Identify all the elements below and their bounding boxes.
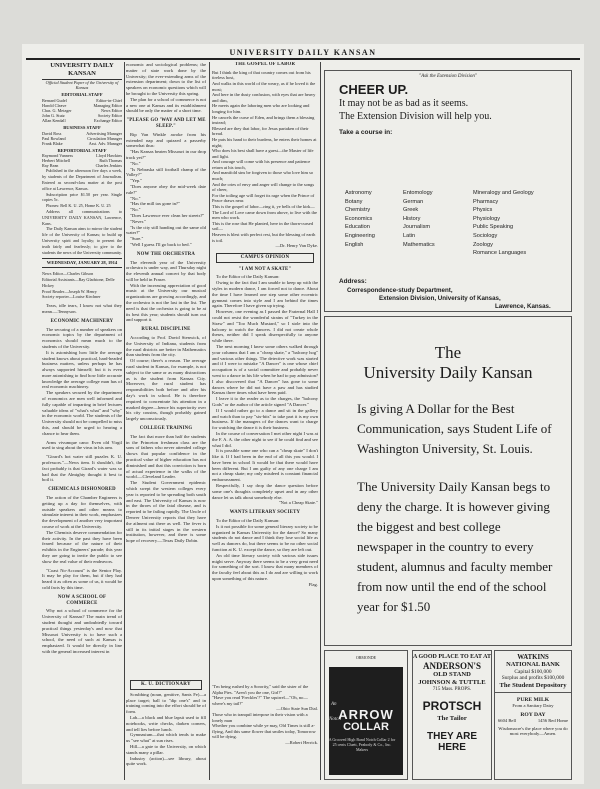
paragraph: According to Prof. David Stenwick, of the University of Indiana, students from the rural districts are better in Mathematics than students from the city. — [126, 335, 206, 358]
watkins-bank-ad — [494, 650, 572, 780]
course-item: Astronomy — [345, 190, 372, 196]
milk-phones: 6604 Bell 1456 Red Home — [498, 718, 568, 723]
paragraph: "I'm being rushed by a Sorority," said the sister of the Alpha Ptes. "Aren't you the one, Girl?" — [212, 684, 309, 695]
ad-word: COLLAR — [343, 721, 389, 733]
poem-line: But I think the king of that country comes out from his tireless host, — [212, 69, 311, 81]
ad-line: 715 Mass. PROPS. — [432, 687, 472, 692]
staff-row: Chas. G. Metzger News Editor — [42, 107, 122, 113]
paragraph: The securing of a number of speakers on economic topics by the department of economics should mean much to the students of the University. — [42, 326, 122, 349]
poem-line: This is the gospel of labor—ring it, ye bells of the kirk— — [212, 204, 315, 210]
dictionary-heading: K. U. DICTIONARY — [130, 680, 202, 690]
column-3 — [212, 62, 318, 780]
divider — [495, 692, 571, 693]
course-item: Chemistry — [345, 207, 371, 214]
flag-subtitle: Official Student Paper of the University of Kansas — [45, 80, 119, 90]
course-item: Botany — [345, 198, 363, 205]
paragraph: Those who in tranquil interpose in their vision with a lonely man — [212, 711, 308, 723]
milk-heading: PURE MILK — [516, 697, 550, 703]
paragraph: "Well I guess I'll go back to bed." — [130, 241, 192, 247]
paragraph: "Does Lawrence ever clean her streets?" — [130, 212, 205, 218]
poem-line: And the cries of envy and anger will change to the songs of cheer, — [212, 181, 315, 193]
paragraph: "Have you read 'Freckles'?" The squirrel—"Oh, no—where's my tail?" — [212, 695, 308, 706]
paragraph: "Girard's hot water still puzzles K. U. professors."—News item. It shouldn't, the fact probably is that Girard's water was so bad that the Almighty thought it best to boil it. — [42, 454, 122, 483]
staff-row: Bernard Gudel Editor-in-Chief — [42, 97, 122, 103]
staff-row: Allan Kendall Exchange Editor — [42, 117, 122, 123]
ad-title: University Daily Kansan — [363, 363, 533, 382]
ad-tagline: "Ask the Extension Division" — [419, 74, 477, 79]
paragraph: To the Editor of the Daily Kansan: — [216, 518, 280, 524]
ad-name: ANDERSON'S — [422, 661, 481, 671]
course-item: Latin — [403, 232, 416, 239]
paragraph: Of course; there's a reason. The average rural student in Kansas, for example, is not subject to the same or as many distractions as is the student from Kansas City. Moreover, the rural student has responsibilities both before and after his day's work in school. He is therefore required to concentrate his attention in a marked degree—hence his superiority over his city cousins, though probably gained largely unconsciously. — [126, 358, 206, 422]
paragraph: "No." — [130, 160, 141, 166]
poem-line: And walks in this world of the weary, as if he loved it the most; — [212, 80, 316, 92]
staff-row: Paul Rowland Circulation Manager — [42, 135, 122, 141]
course-item: Mineralogy and Geology — [473, 190, 534, 196]
business-staff — [42, 131, 122, 146]
arrow-brand: ARROW — [338, 707, 394, 722]
paragraph: Rip Van Winkle awoke from his extended nap and quizzed a passerby somewhat thus: — [126, 131, 206, 149]
bank-surplus: Surplus and profits $100,000 — [501, 675, 565, 682]
paragraph: Lab—a black and blue lapsit used to fill notebooks, write checks, darken corners, and tell lies before lunch. — [126, 714, 206, 732]
dictionary-block — [126, 680, 206, 780]
quote: Tears, idle tears, I know not what they mean.—Tennyson. — [42, 303, 122, 314]
course-column — [473, 189, 569, 258]
poem-line: He puts his hand to their burdens, he enters their homes at night; — [212, 136, 317, 148]
heading-economic: ECONOMIC MACHINERY — [50, 318, 114, 324]
milk-sub: From a Sanitary Dairy — [512, 703, 554, 708]
paragraph: The eleventh year of the University orchestra is under way, and Thursday night the eleventh annual concert by that body will be held in Fraser. — [126, 259, 206, 282]
editors-of-day: News Editor—Charles Gibson Editorial Assistants—Ray Gladstone, Delle Hickey Proof Reader—Joseph W. Henry Society reporter—Louise Kirchner — [42, 271, 115, 300]
paragraph: Gymnasium—that which tends to make us "see what" at sun rises. — [126, 732, 206, 744]
paragraph: Industry (action)—see library, about quite work. — [126, 755, 206, 767]
poem-line: Who does his best shall have a guest—the Master of life and light. — [212, 148, 314, 159]
paragraph: "Has Kansas beaten Missouri in our drop track yet?" — [126, 149, 206, 160]
course-item: Pharmacy — [473, 198, 499, 205]
column-divider — [320, 62, 321, 780]
course-item: Public Speaking — [473, 224, 514, 231]
paragraph: Why not a school of commerce for the University of Kansas? The main trend of student thought and undoubtedly toward practical things yesterday's and now that Missouri University is to have such a school, the need of such at Kansas is emphasized. It would be directly in line with the general increased interest in — [42, 608, 122, 654]
course-item: Engineering — [345, 232, 375, 239]
course-item: Education — [345, 224, 370, 231]
course-item: Greek — [403, 207, 419, 214]
poem-line: Heaven is blest with perfect rest, but the blessing of earth is toil. — [212, 232, 316, 243]
paragraph: Owing to the fact that I am unable to keep up with the styles in modern dance, I am forced not to dance. About the time I have learned one step some other eccentric gymnast comes into style and I am behind the times again. Therefore I have given up trying. — [212, 280, 318, 309]
column-2 — [126, 62, 206, 780]
paragraph: Hill—a gate to the University, on which stands many a pillar. — [126, 743, 206, 755]
paragraph: Scrubbing (noun, genitive, Sants Fe)—a place target; ball to "dip one's" and in training coming into the effort should be of form. — [126, 691, 206, 715]
paragraph: "Sure." — [130, 236, 144, 242]
ad-title: The — [434, 343, 462, 362]
arrow-collar-ad — [324, 650, 408, 780]
poem-author: —Dr. Henry Van Dyke. — [275, 243, 318, 249]
paragraph: The Student Government epidemic which swept the western colleges every year is reported to be spreading both south and east. The University of Kansas is now in the throes of the fatal disease, and is reported to be failing rapidly. The Uncle of Denver University reports that they have the ailment out there as well. The fever is still in its initial stages in the western institution, however, and there is some hope of recovery.—Texas Daily Dobin. — [126, 480, 206, 544]
poem-line: For the toiling age will forget its rage when the Prince of Peace draws near. — [212, 192, 315, 204]
reportorial-staff — [42, 153, 122, 168]
closing-line: Wisdomacre's the place where you do most everybody—Amen. — [498, 726, 568, 737]
staff-row: David Ross Advertising Manager — [42, 130, 122, 136]
bank-name: WATKINS — [517, 654, 549, 661]
paragraph: However, one evening as I passed the Fraternal Hall I could not resist the wonderful strains of "Turkey in the Straw" and "Too Much Mustard," so I stole into the balcony to watch the dancers. I did not create whole theses, neither did I speak disrespectfully to anyone while there. — [212, 309, 318, 344]
paragraph: —Robert Herrick. — [285, 739, 318, 745]
signature: Flag. — [308, 581, 318, 587]
heading-labor: THE GOSPEL OF LABOR — [234, 62, 296, 67]
course-list — [345, 189, 569, 258]
phones: Phones: Bell K. U. 25, Home K. U. 25 — [46, 203, 111, 209]
address-line: Address all communications to UNIVERSITY DAILY KANSAN, Lawrence, Kans. — [42, 208, 122, 226]
extension-division-ad — [324, 70, 572, 312]
ad-word: Notch — [329, 717, 341, 722]
ad-address-line: Lawrence, Kansas. — [495, 303, 551, 310]
heading-rural: RURAL DISCIPLINE — [141, 327, 191, 333]
paragraph: To the Editor of the Daily Kansan: — [216, 274, 280, 280]
paragraph: I leave it to the reader as to the charges, the "balcony Gods" or the author of the article signed "A Dancer." — [212, 396, 318, 407]
staff-row: Frank Blake Asst. Adv. Manager — [42, 140, 122, 146]
paragraph: "No." — [130, 195, 141, 201]
policy: The Daily Kansan aims to mirror the student life of the University of Kansas; to build up University spirit and loyalty; to present the truth fairly and fearlessly; to give to the students the news of the University community. — [42, 226, 122, 255]
course-item: Journalism — [403, 224, 431, 231]
protsch-here: THEY ARE HERE — [426, 731, 477, 753]
heading-orchestra: NOW THE ORCHESTRA — [136, 251, 196, 257]
signature: "Not a Cheap Skate." — [278, 500, 318, 506]
subscription: Subscription price $1.50 per year. Single copies 5c. — [42, 191, 122, 203]
course-item: Physiology — [473, 215, 501, 222]
ad-body: The University Daily Kansan begs to deny the charge. It is however giving the biggest and best college newspaper in the country to every student, alumnus and faculty member from now until the end of the school year for $1.50 — [357, 479, 553, 614]
heading-training: COLLEGE TRAINING — [139, 426, 193, 432]
miscellany-block — [212, 684, 318, 780]
paragraph: If I would rather go to a dance and sit in the gallery and watch than to pay "six-bits" to take part it is my own business. If the managers of the dances want to charge for watching the dance it is their business. — [212, 407, 318, 431]
paragraph: It is astonishing how little the average student knows about practical, hard-headed business matters, unless perhaps he has always supported himself; but it is even more astonishing to find how little accurate knowledge the average college man has of real economic machinery. — [42, 349, 122, 390]
ad-line: JOHNSON & TUTTLE — [418, 679, 486, 686]
column-divider — [124, 62, 125, 780]
poem-line: He cancels the curse of Eden, and brings them a blessing instead; — [212, 114, 315, 126]
staff-row: Raymond Vanness Lloyd Hawkins — [42, 153, 122, 159]
course-item: Mathematics — [403, 241, 435, 248]
masthead: UNIVERSITY DAILY KANSAN — [229, 48, 377, 57]
campus-opinion-heading: CAMPUS OPINION — [216, 253, 314, 263]
poem-line: And manifold sins be forgiven to those who love him so much; — [212, 170, 314, 182]
editorial-staff-heading: EDITORIAL STAFF — [61, 92, 103, 97]
paragraph: The Chemists deserve commendation for their activity. In the past they have been feared because of the nature of their exhibits in the Engineers' parade; this year they are going to invite the public to see show the real value of their endeavors. — [42, 529, 122, 564]
protsch-name: PROTSCH — [422, 699, 482, 713]
heading-wants: WANTS LITERARY SOCIETY — [229, 510, 301, 516]
ad-line: A GOOD PLACE TO EAT AT — [413, 654, 491, 660]
paragraph: Respectfully, I say drop the dance question before some one's thoughts completely upset and in any other dance let us talk about somebody else. — [212, 483, 318, 500]
paragraph: Arms vivumque cano: Even old Virgil used to sing about the virus in his arm. — [42, 439, 122, 451]
ad-address-line: Extension Division, University of Kansas, — [379, 295, 501, 302]
course-item: Economics — [345, 215, 373, 222]
paragraph: The next morning I knew some others walked through your columns that I am a "cheap skate," a "balcony hog" and various other things. The detective work was started and if I were to mistake "A Dancer" is one whose chief occupation is of a social committee and probably never went to a dance in his life when he had to pay admission? I also discovered that "A Dancer" has gone to some dances where he did not have a paw and has studied Kansas three times what have been paid. — [212, 343, 318, 396]
paragraph: With the increasing appreciation of good music at the University our musical organizations are growing accordingly, and the orchestra is not the last in the list. The need is that the orchestra is going to be at its best this year; students should turn out and support it. — [126, 282, 206, 323]
staff-row: Harold Cleave Managing Editor — [42, 102, 122, 108]
paragraph: "Is Nebraska still football champ of the Valley?" — [126, 166, 206, 178]
paragraph: Is it not possible for some general literary society to be organized in Kansas University for the dance? So many students do not dance and I think they lose social life as well as dancers do, but there seems to be no other social function at K. U. except the dance, so they are left out. — [212, 523, 318, 553]
bank-depository: The Student Depository — [499, 682, 567, 689]
poem-line: The Lord of Love came down from above, to live with the men who work. — [212, 209, 317, 221]
publication-note: Published in the afternoon five days a week, by students of the Department of Journalism. Entered as second-class matter at the post office at Lawrence, Kansas. — [42, 168, 122, 191]
heading-wayup: "PLEASE GO 'WAY AND LET ME SLEEP." — [126, 118, 206, 129]
protsch-tailor: The Tailor — [437, 715, 467, 722]
paragraph: "Is the city still handing out the same old water?" — [126, 224, 206, 236]
paragraph: "Never." — [130, 218, 146, 224]
course-item: Sociology — [473, 232, 498, 239]
paragraph: The action of the Chamber Engineers is getting up a day for themselves, with outside speakers and other means to stimulate interest in their work, emphasizes the development of another very important course of work at the University. — [42, 495, 122, 530]
paragraph: —Ohio State Sun Dial. — [276, 706, 318, 712]
anderson-protsch-ads — [412, 650, 492, 780]
ad-headline: CHEER UP. — [339, 82, 409, 97]
milk-name: ROY DAY — [520, 712, 546, 718]
ad-word: An — [331, 702, 337, 707]
paragraph: "No." — [130, 207, 141, 213]
heading-skate: "I AM NOT A SKATE" — [238, 266, 292, 272]
staff-row: Herbert Mitchell Ruth Thomas — [42, 158, 122, 164]
paragraph: Whether you combine while ye may, Old Times is still a-flying, And this same flower that smiles today, Tomorrow will be dying. — [212, 723, 316, 740]
flag: UNIVERSITY DAILY KANSAN — [42, 62, 122, 80]
poem-line: This is the rose that He planted, here in the thorn-cursed soil— — [212, 220, 314, 232]
dateline: WEDNESDAY, JANUARY 28, 1914 — [42, 258, 122, 268]
poem-line: And courage will come with his presence and patience return at his touch, — [212, 159, 311, 170]
course-item: Entomology — [403, 190, 433, 196]
top-rule — [26, 58, 580, 60]
ad-address-label: Address: — [339, 278, 367, 285]
paragraph: economic and sociological problems; the matter of state work done by the University; the ever-extending arms of the extension department; down to the list of speakers on economic questions which will be brought to the University this spring. — [126, 62, 206, 96]
course-item: Zoology — [473, 241, 493, 248]
paragraph: The plan for a school of commerce is not a new one at Kansas and its establishment should be only the matter of a short time. — [126, 96, 206, 114]
poem-line: And here in the dusty confusion, with eyes that are heavy and dim, — [212, 92, 316, 103]
paragraph: "Yep." — [130, 178, 143, 184]
ad-fineprint: A Grooved High Band Notch Collar 2 for 25 cents Cluett, Peabody & Co., Inc. Makers — [328, 737, 396, 752]
course-item: Romance Languages — [473, 250, 527, 257]
ad-address-line: Correspondence-study Department, — [347, 287, 453, 294]
heading-commerce: NOW A SCHOOL OF COMMERCE — [57, 594, 107, 606]
staff-row: John G. Stutz Society Editor — [42, 112, 122, 118]
ad-collar-name: ORMONDE — [355, 655, 377, 660]
editorial-staff — [42, 98, 122, 123]
column-divider — [209, 62, 210, 780]
ad-take-course: Take a course in: — [339, 129, 393, 136]
paragraph: The speakers secured by the department of economics are men well informed and fully capable of imparting in brief lectures valuable ideas of "what's what" and "why" in the economic world. The students of the University should not be compelled to miss this, and should be urged to hearing a chance to hear them. — [42, 390, 122, 436]
course-item: English — [345, 241, 364, 248]
course-item: German — [403, 198, 424, 205]
staff-row: Ray Bean Charles Jenkins — [42, 163, 122, 169]
course-column — [403, 189, 473, 258]
paragraph: "Coast No-Account" is the Senior Play. It may be play for them, but if they had heard it as often as some of us, it would be cold facts by this time. — [42, 567, 122, 590]
newspaper-page — [22, 44, 584, 784]
poem-line: Blessed are they that labor, for Jesus partaken of their bread. — [212, 125, 309, 137]
poem-line: He meets again the laboring men who are looking and longing for him. — [212, 103, 310, 114]
heading-chemicals: CHEMICALS DISHONORED — [48, 487, 116, 493]
bank-type: NATIONAL BANK — [506, 661, 560, 669]
column-1 — [42, 62, 122, 780]
course-item: History — [403, 215, 421, 222]
reportorial-staff-heading: REPORTORIAL STAFF — [57, 147, 107, 153]
course-column — [345, 189, 403, 258]
paragraph: In the course of conversation I met other night I was at the F. A. A. the other night to see if he could find and see what I did. — [212, 430, 318, 448]
paragraph: An old time literary society with various side issues might serve. Anyway there seems to be a very great need for something of the sort. I know that many members of the faculty feel about this as I do and are willing to work upon something of this nature. — [212, 552, 318, 582]
paragraph: The fact that more than half the students in the Princeton freshman class are the sons of fathers who never attended college shows that popular confidence in the practical value of higher education has not diminished and that this conviction is born of actual experience in the walks of the world.—Cleveland Leader. — [126, 433, 206, 480]
bank-capital: Capital $100,000 — [514, 668, 552, 675]
paragraph: "Has the mill tax gone in?" — [130, 201, 180, 207]
ad-line: OLD STAND — [433, 671, 471, 678]
kansan-ad — [324, 316, 572, 646]
paragraph: "Does anyone obey the mid-week date rule?" — [126, 183, 206, 195]
course-item: Physics — [473, 207, 493, 214]
ad-body: Is giving A Dollar for the Best Communication, says Student Life of Washington University, St. Louis. — [357, 401, 552, 456]
ad-line: It may not be as bad as it seems. — [339, 98, 469, 109]
paragraph: It is possible some one who can a "cheap skate" I don't like it. If I had been in the end of all this you would. I have been in school It would be that there would have been different. But I am guilty of any one charge I am not a cheap skate; my only misdeed is constant financial embarrassment. — [212, 448, 318, 483]
ad-line: The Extension Division will help you. — [339, 111, 492, 122]
business-staff-heading: BUSINESS STAFF — [63, 124, 101, 130]
